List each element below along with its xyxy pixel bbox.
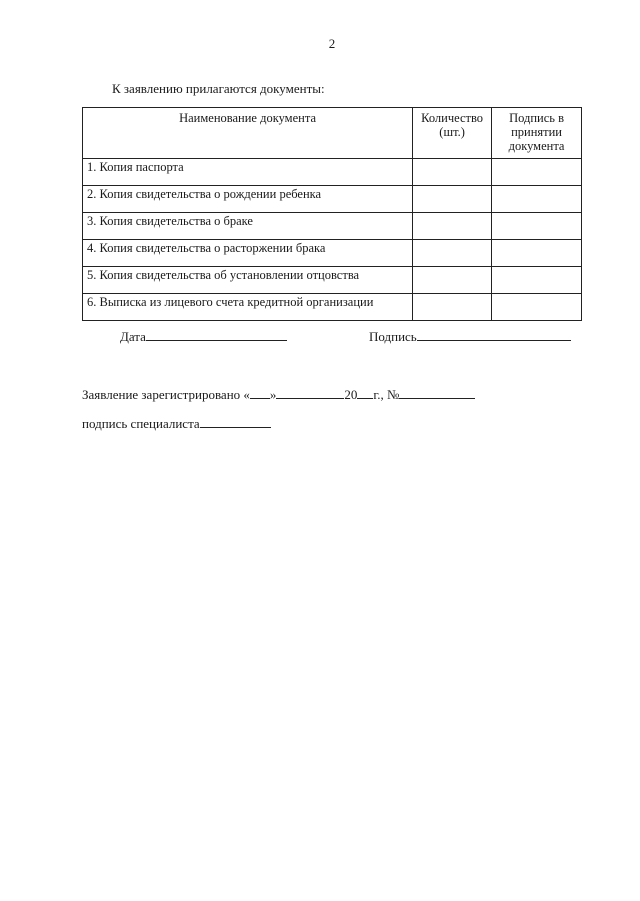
quantity-cell xyxy=(413,159,492,186)
date-label: Дата xyxy=(120,329,146,344)
registration-quote-close: » xyxy=(269,387,277,402)
registration-year-prefix: 20 xyxy=(344,387,358,402)
table-row xyxy=(83,159,582,186)
documents-table xyxy=(82,107,582,321)
quantity-cell xyxy=(413,267,492,294)
table-header-row xyxy=(83,108,582,159)
registration-line xyxy=(82,386,475,403)
column-header-signature: Подпись в принятии документа xyxy=(492,108,582,159)
document-name: 6. Выписка из лицевого счета кредитной организации xyxy=(83,294,413,321)
signature-cell xyxy=(492,294,582,321)
signature-cell xyxy=(492,186,582,213)
registration-number-blank[interactable] xyxy=(399,386,475,399)
date-field xyxy=(120,328,287,345)
quantity-cell xyxy=(413,240,492,267)
column-header-quantity: Количество (шт.) xyxy=(413,108,492,159)
signature-cell xyxy=(492,267,582,294)
document-name: 4. Копия свидетельства о расторжении брака xyxy=(83,240,413,267)
document-name: 2. Копия свидетельства о рождении ребенка xyxy=(83,186,413,213)
quantity-cell xyxy=(413,294,492,321)
signature-cell xyxy=(492,159,582,186)
registration-month-blank[interactable] xyxy=(276,386,344,399)
document-name: 1. Копия паспорта xyxy=(83,159,413,186)
registration-prefix: Заявление зарегистрировано « xyxy=(82,387,250,402)
registration-year-blank[interactable] xyxy=(357,386,373,399)
signature-cell xyxy=(492,213,582,240)
specialist-signature-line xyxy=(82,415,271,432)
table-row xyxy=(83,294,582,321)
signature-field xyxy=(369,328,571,345)
document-name: 3. Копия свидетельства о браке xyxy=(83,213,413,240)
date-blank-line[interactable] xyxy=(146,328,287,341)
quantity-cell xyxy=(413,186,492,213)
specialist-label: подпись специалиста xyxy=(82,416,200,431)
page-number: 2 xyxy=(328,36,336,51)
quantity-cell xyxy=(413,213,492,240)
specialist-blank-line[interactable] xyxy=(200,415,271,428)
signature-cell xyxy=(492,240,582,267)
document-name: 5. Копия свидетельства об установлении отцовства xyxy=(83,267,413,294)
table-row xyxy=(83,267,582,294)
table-row xyxy=(83,213,582,240)
signature-label: Подпись xyxy=(369,329,417,344)
column-header-name: Наименование документа xyxy=(83,108,413,159)
table-row xyxy=(83,186,582,213)
attachments-intro: К заявлению прилагаются документы: xyxy=(112,81,325,96)
signature-blank-line[interactable] xyxy=(417,328,571,341)
table-row xyxy=(83,240,582,267)
registration-year-suffix: г., № xyxy=(373,387,400,402)
registration-day-blank[interactable] xyxy=(250,386,270,399)
